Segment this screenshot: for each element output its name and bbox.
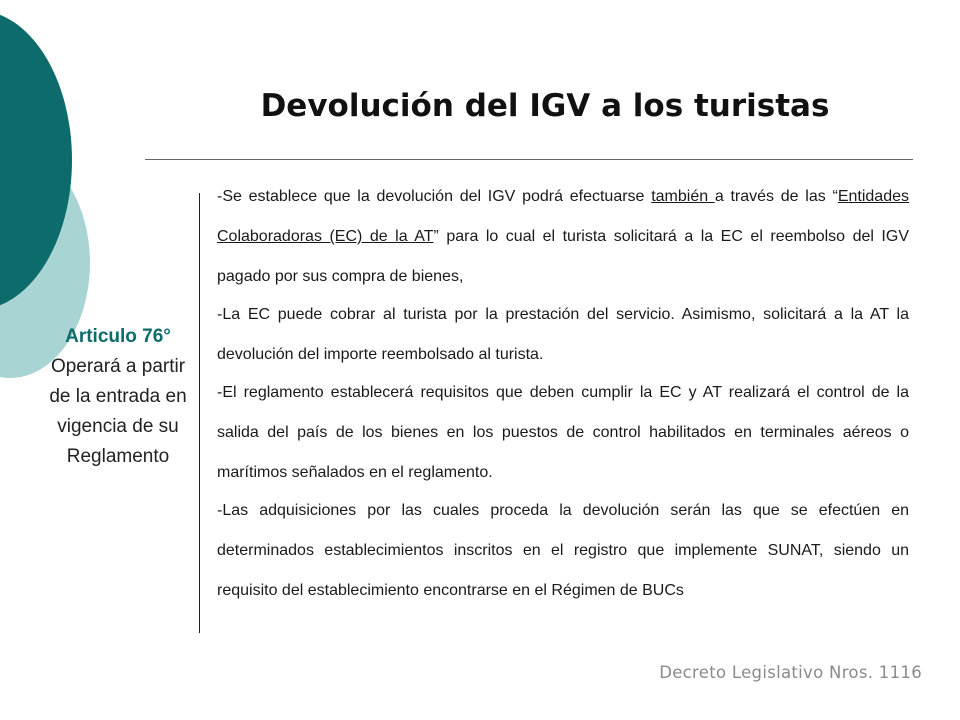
- paragraph-3: -El reglamento establecerá requisitos que deben cumplir la EC y AT realizará el control de la salida del país de los bienes en los puestos de control habilitados en terminales aéreos o marítimos señalados en el reglamento.: [217, 384, 909, 481]
- paragraph-1: [217, 177, 909, 297]
- paragraph-2: -La EC puede cobrar al turista por la prestación del servicio. Asimismo, solicitará a la AT la devolución del importe reembolsado al turista.: [217, 306, 909, 363]
- content-body: [217, 177, 909, 609]
- paragraph-4: -Las adquisiciones por las cuales proceda la devolución serán las que se efectúen en determinados establecimientos inscritos en el registro que implemente SUNAT, siendo un requisito del establecimiento encontrarse en el Régimen de BUCs: [217, 502, 909, 599]
- title-divider: [145, 159, 913, 160]
- underlined-term-ec: Entidades Colaboradoras (EC) de la AT: [217, 188, 909, 245]
- vertical-divider: [199, 193, 200, 633]
- paragraph-1-part-c: ” para lo cual el turista solicitará a la EC el reembolso del IGV pagado por sus compra de bienes,: [217, 228, 909, 285]
- slide-title: Devolución del IGV a los turistas: [260, 88, 830, 124]
- article-note: Operará a partir de la entrada en vigencia de su Reglamento: [49, 356, 187, 467]
- underlined-term-tambien: también: [651, 188, 715, 205]
- footer-reference: Decreto Legislativo Nros. 1116: [659, 663, 922, 682]
- paragraph-1-part-a: -Se establece que la devolución del IGV podrá efectuarse: [217, 188, 652, 205]
- article-label: Articulo 76°: [65, 326, 171, 347]
- paragraph-1-part-b: a través de las “: [714, 188, 838, 205]
- side-note: [42, 322, 194, 472]
